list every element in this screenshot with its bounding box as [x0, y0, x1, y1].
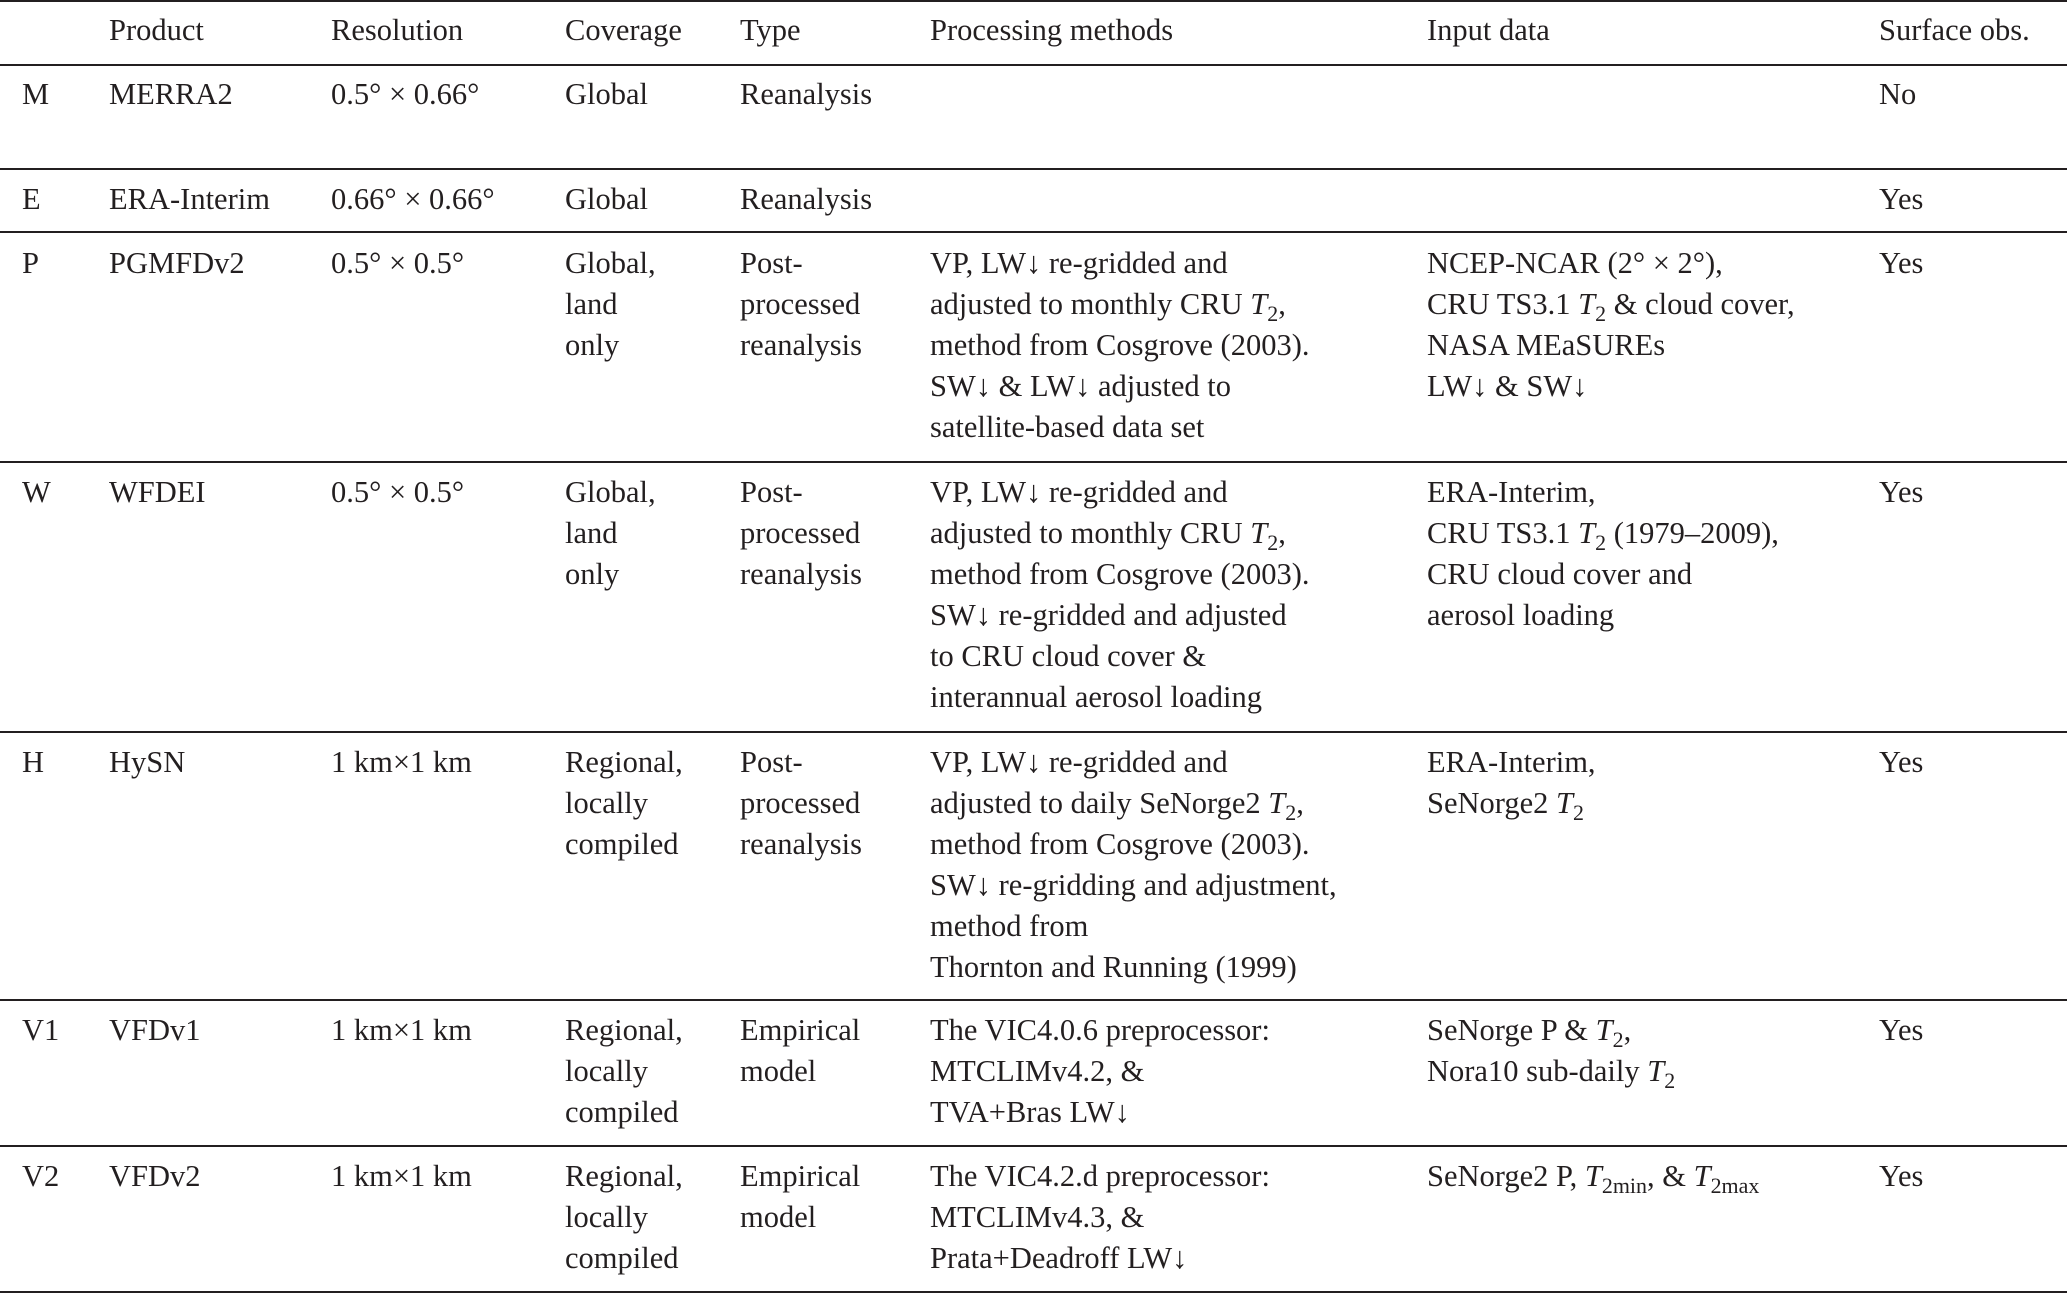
temperature-symbol: T: [1647, 1054, 1665, 1088]
text-segment: ,: [1296, 786, 1304, 820]
row-coverage: [565, 243, 656, 366]
subscript: 2max: [1710, 1173, 1760, 1199]
row-processing-methods: [930, 472, 1310, 718]
processing-line: MTCLIMv4.3, &: [930, 1200, 1145, 1234]
text-segment: , &: [1647, 1159, 1694, 1193]
row-code: W: [22, 475, 51, 509]
subscript: 2: [1285, 800, 1297, 826]
subscript: 2: [1664, 1068, 1676, 1094]
subscript: 2: [1573, 800, 1584, 826]
processing-line: [930, 783, 1337, 824]
processing-line: [930, 513, 1310, 554]
row-input-data: [1427, 1156, 1759, 1197]
row-code: V2: [22, 1159, 60, 1193]
row-coverage: [565, 1156, 683, 1279]
processing-line: VP, LW↓ re-gridded and: [930, 246, 1228, 280]
row-type: [740, 74, 872, 115]
subscript: 2: [1267, 530, 1279, 556]
temperature-symbol: T: [1693, 1159, 1711, 1193]
row-processing-methods: [930, 742, 1337, 988]
row-input-data: [1427, 472, 1779, 636]
row-code: P: [22, 246, 39, 280]
coverage-line: Regional,: [565, 1159, 683, 1193]
subscript: 2: [1267, 301, 1279, 327]
temperature-symbol: T: [1250, 516, 1268, 550]
row-product: HySN: [109, 745, 186, 779]
type-line: Post-: [740, 246, 803, 280]
subscript: 2: [1612, 1027, 1624, 1053]
row-product: PGMFDv2: [109, 246, 245, 280]
row-surface-obs: Yes: [1879, 1013, 1924, 1047]
top-rule: [0, 0, 2067, 2]
input-line: [1427, 1051, 1675, 1092]
type-line: reanalysis: [740, 328, 862, 362]
row-type: [740, 742, 862, 865]
type-line: reanalysis: [740, 827, 862, 861]
temperature-symbol: T: [1556, 786, 1574, 820]
processing-line: Prata+Deadroff LW↓: [930, 1241, 1188, 1275]
coverage-line: Global: [565, 182, 649, 216]
row-type: [740, 1156, 860, 1238]
type-line: Post-: [740, 745, 803, 779]
row-product: WFDEI: [109, 475, 206, 509]
coverage-line: Global,: [565, 246, 656, 280]
text-segment: CRU TS3.1: [1427, 287, 1579, 321]
type-line: model: [740, 1054, 817, 1088]
row-code: H: [22, 745, 45, 779]
row-coverage: [565, 74, 648, 115]
processing-line: VP, LW↓ re-gridded and: [930, 475, 1228, 509]
coverage-line: locally: [565, 1054, 648, 1088]
row-type: [740, 472, 862, 595]
temperature-symbol: T: [1250, 287, 1268, 321]
header-resolution: Resolution: [331, 13, 464, 47]
processing-line: interannual aerosol loading: [930, 680, 1263, 714]
row-processing-methods: [930, 1010, 1270, 1133]
text-segment: adjusted to monthly CRU: [930, 287, 1251, 321]
row-product: ERA-Interim: [109, 182, 270, 216]
input-line: [1427, 284, 1795, 325]
text-segment: ,: [1278, 287, 1286, 321]
row-type: [740, 1010, 860, 1092]
coverage-line: Regional,: [565, 1013, 683, 1047]
row-code: E: [22, 182, 41, 216]
processing-line: satellite-based data set: [930, 410, 1205, 444]
row-divider: [0, 231, 2067, 233]
processing-line: method from: [930, 909, 1089, 943]
input-line: [1427, 1156, 1759, 1197]
input-line: ERA-Interim,: [1427, 475, 1596, 509]
type-line: Empirical: [740, 1013, 861, 1047]
row-processing-methods: [930, 243, 1310, 448]
row-surface-obs: Yes: [1879, 246, 1924, 280]
row-divider: [0, 731, 2067, 733]
type-line: reanalysis: [740, 557, 862, 591]
text-segment: & cloud cover,: [1606, 287, 1795, 321]
input-line: aerosol loading: [1427, 598, 1615, 632]
header-input-data: Input data: [1427, 13, 1550, 47]
row-input-data: [1427, 742, 1596, 824]
input-line: NCEP-NCAR (2° × 2°),: [1427, 246, 1723, 280]
row-type: [740, 179, 872, 220]
row-coverage: [565, 472, 656, 595]
temperature-symbol: T: [1268, 786, 1286, 820]
row-product: VFDv2: [109, 1159, 201, 1193]
row-product: MERRA2: [109, 77, 233, 111]
row-resolution: 1 km×1 km: [331, 1013, 472, 1047]
type-line: Post-: [740, 475, 803, 509]
input-line: CRU cloud cover and: [1427, 557, 1693, 591]
coverage-line: locally: [565, 786, 648, 820]
row-surface-obs: Yes: [1879, 1159, 1924, 1193]
header-processing-methods: Processing methods: [930, 13, 1174, 47]
type-line: processed: [740, 516, 861, 550]
coverage-line: compiled: [565, 827, 679, 861]
coverage-line: locally: [565, 1200, 648, 1234]
input-line: [1427, 1010, 1675, 1051]
temperature-symbol: T: [1578, 516, 1596, 550]
header-surface-obs: Surface obs.: [1879, 13, 2030, 47]
input-line: NASA MEaSUREs: [1427, 328, 1666, 362]
row-processing-methods: [930, 1156, 1270, 1279]
row-type: [740, 243, 862, 366]
coverage-line: Global,: [565, 475, 656, 509]
processing-line: method from Cosgrove (2003).: [930, 328, 1310, 362]
row-resolution: 0.5° × 0.66°: [331, 77, 480, 111]
processing-line: TVA+Bras LW↓: [930, 1095, 1130, 1129]
coverage-line: only: [565, 328, 620, 362]
row-input-data: [1427, 1010, 1675, 1092]
row-surface-obs: Yes: [1879, 475, 1924, 509]
coverage-line: land: [565, 516, 618, 550]
temperature-symbol: T: [1595, 1013, 1613, 1047]
coverage-line: land: [565, 287, 618, 321]
type-line: Reanalysis: [740, 77, 873, 111]
row-coverage: [565, 1010, 683, 1133]
header-product: Product: [109, 13, 204, 47]
input-line: [1427, 783, 1596, 824]
coverage-line: compiled: [565, 1095, 679, 1129]
subscript: 2min: [1601, 1173, 1647, 1199]
text-segment: ,: [1278, 516, 1286, 550]
processing-line: The VIC4.0.6 preprocessor:: [930, 1013, 1270, 1047]
bottom-rule: [0, 1291, 2067, 1293]
input-line: ERA-Interim,: [1427, 745, 1596, 779]
row-divider: [0, 1145, 2067, 1147]
processing-line: MTCLIMv4.2, &: [930, 1054, 1145, 1088]
row-resolution: 0.66° × 0.66°: [331, 182, 495, 216]
row-surface-obs: Yes: [1879, 182, 1924, 216]
type-line: model: [740, 1200, 817, 1234]
type-line: processed: [740, 786, 861, 820]
row-input-data: [1427, 243, 1795, 407]
input-line: LW↓ & SW↓: [1427, 369, 1588, 403]
text-segment: adjusted to monthly CRU: [930, 516, 1251, 550]
text-segment: SeNorge2: [1427, 786, 1557, 820]
coverage-line: only: [565, 557, 620, 591]
text-segment: adjusted to daily SeNorge2: [930, 786, 1269, 820]
type-line: Reanalysis: [740, 182, 873, 216]
row-divider: [0, 999, 2067, 1001]
row-code: V1: [22, 1013, 60, 1047]
row-resolution: 1 km×1 km: [331, 745, 472, 779]
processing-line: VP, LW↓ re-gridded and: [930, 745, 1228, 779]
row-code: M: [22, 77, 50, 111]
row-coverage: [565, 179, 648, 220]
processing-line: to CRU cloud cover &: [930, 639, 1207, 673]
row-resolution: 0.5° × 0.5°: [331, 475, 465, 509]
row-divider: [0, 168, 2067, 170]
row-coverage: [565, 742, 683, 865]
coverage-line: Regional,: [565, 745, 683, 779]
text-segment: SeNorge2 P,: [1427, 1159, 1585, 1193]
type-line: Empirical: [740, 1159, 861, 1193]
header-rule: [0, 64, 2067, 66]
row-divider: [0, 461, 2067, 463]
processing-line: SW↓ & LW↓ adjusted to: [930, 369, 1231, 403]
processing-line: method from Cosgrove (2003).: [930, 827, 1310, 861]
row-resolution: 0.5° × 0.5°: [331, 246, 465, 280]
subscript: 2: [1595, 530, 1607, 556]
processing-line: SW↓ re-gridded and adjusted: [930, 598, 1287, 632]
processing-line: [930, 284, 1310, 325]
text-segment: CRU TS3.1: [1427, 516, 1579, 550]
type-line: processed: [740, 287, 861, 321]
row-surface-obs: Yes: [1879, 745, 1924, 779]
coverage-line: Global: [565, 77, 649, 111]
text-segment: ,: [1623, 1013, 1632, 1047]
input-line: [1427, 513, 1779, 554]
processing-line: The VIC4.2.d preprocessor:: [930, 1159, 1270, 1193]
temperature-symbol: T: [1584, 1159, 1602, 1193]
subscript: 2: [1595, 301, 1607, 327]
processing-line: Thornton and Running (1999): [930, 950, 1297, 984]
processing-line: SW↓ re-gridding and adjustment,: [930, 868, 1337, 902]
temperature-symbol: T: [1578, 287, 1596, 321]
text-segment: SeNorge P &: [1427, 1013, 1596, 1047]
header-type: Type: [740, 13, 801, 47]
processing-line: method from Cosgrove (2003).: [930, 557, 1310, 591]
header-coverage: Coverage: [565, 13, 682, 47]
row-product: VFDv1: [109, 1013, 201, 1047]
coverage-line: compiled: [565, 1241, 679, 1275]
row-resolution: 1 km×1 km: [331, 1159, 472, 1193]
text-segment: Nora10 sub-daily: [1427, 1054, 1648, 1088]
row-surface-obs: No: [1879, 77, 1917, 111]
text-segment: (1979–2009),: [1606, 516, 1779, 550]
